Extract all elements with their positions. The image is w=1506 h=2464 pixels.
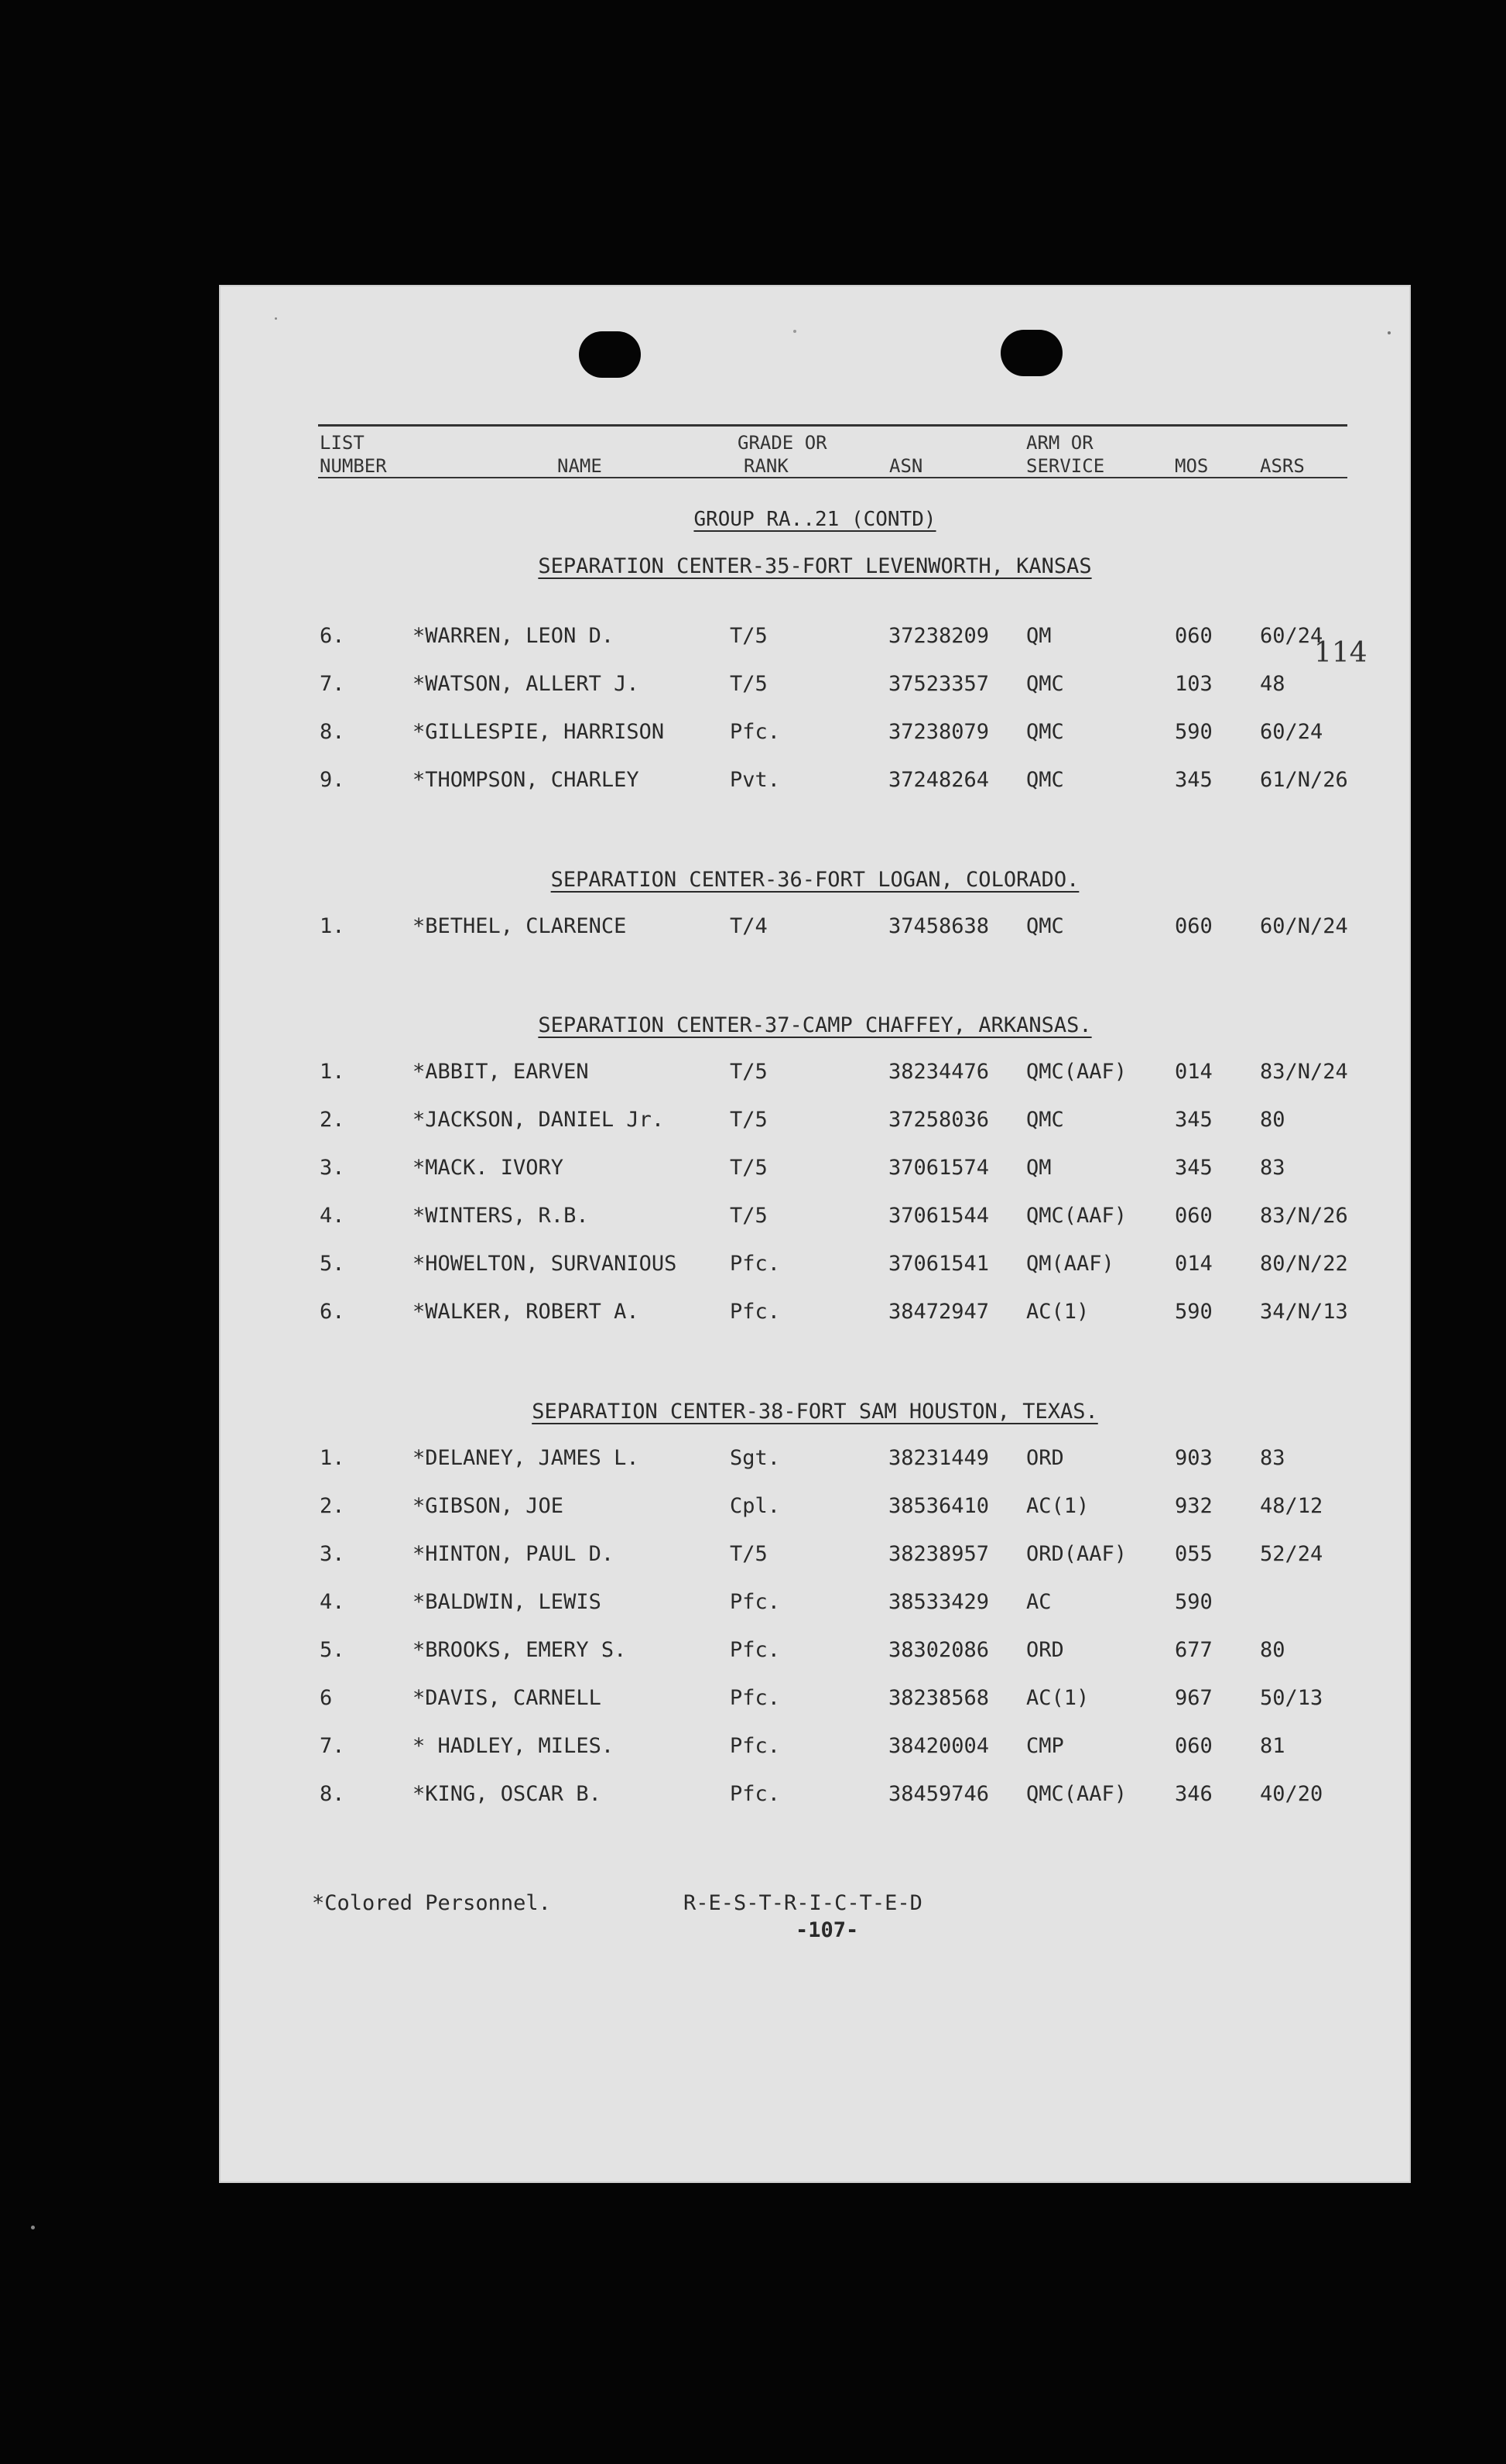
cell-rank: T/5 xyxy=(730,1542,768,1566)
cell-name: *GIBSON, JOE xyxy=(412,1494,564,1518)
table-row xyxy=(219,1592,1411,1623)
cell-name: *HINTON, PAUL D. xyxy=(412,1542,614,1566)
cell-name: * HADLEY, MILES. xyxy=(412,1734,614,1758)
header-grade-1: GRADE OR xyxy=(738,432,827,454)
cell-asrs: 52/24 xyxy=(1260,1542,1323,1566)
cell-list-number: 7. xyxy=(320,672,345,696)
cell-asn: 38459746 xyxy=(888,1782,990,1806)
table-row xyxy=(219,1448,1411,1479)
cell-asn: 37061541 xyxy=(888,1252,990,1276)
header-arm-2: SERVICE xyxy=(1026,455,1105,477)
cell-asrs: 80 xyxy=(1260,1638,1285,1662)
cell-arm: AC(1) xyxy=(1026,1686,1090,1710)
cell-rank: Pfc. xyxy=(730,720,781,744)
cell-rank: Pfc. xyxy=(730,1638,781,1662)
cell-asn: 38231449 xyxy=(888,1446,990,1470)
cell-asn: 37238209 xyxy=(888,624,990,648)
cell-asrs: 60/N/24 xyxy=(1260,914,1348,938)
cell-list-number: 8. xyxy=(320,1782,345,1806)
table-row xyxy=(219,1688,1411,1719)
cell-list-number: 2. xyxy=(320,1494,345,1518)
table-row xyxy=(219,1109,1411,1140)
table-row xyxy=(219,1205,1411,1236)
group-title: GROUP RA..21 (CONTD) xyxy=(693,508,936,531)
cell-arm: QMC xyxy=(1026,1108,1064,1132)
table-row xyxy=(219,1640,1411,1671)
cell-mos: 903 xyxy=(1175,1446,1213,1470)
header-asrs: ASRS xyxy=(1260,455,1305,477)
section-title: SEPARATION CENTER-37-CAMP CHAFFEY, ARKANSAS. xyxy=(538,1013,1092,1037)
cell-list-number: 4. xyxy=(320,1590,345,1614)
cell-asrs: 48 xyxy=(1260,672,1285,696)
cell-list-number: 1. xyxy=(320,1446,345,1470)
cell-mos: 590 xyxy=(1175,1300,1213,1324)
cell-arm: ORD xyxy=(1026,1638,1064,1662)
cell-asn: 37258036 xyxy=(888,1108,990,1132)
cell-name: *ABBIT, EARVEN xyxy=(412,1060,589,1084)
cell-mos: 060 xyxy=(1175,624,1213,648)
section-title: SEPARATION CENTER-35-FORT LEVENWORTH, KANSAS xyxy=(538,554,1092,578)
cell-mos: 590 xyxy=(1175,1590,1213,1614)
header-list-number-2: NUMBER xyxy=(320,455,387,477)
cell-name: *BROOKS, EMERY S. xyxy=(412,1638,627,1662)
cell-list-number: 2. xyxy=(320,1108,345,1132)
cell-asn: 37238079 xyxy=(888,720,990,744)
cell-list-number: 6 xyxy=(320,1686,333,1710)
footnote: *Colored Personnel. xyxy=(312,1891,551,1915)
cell-asrs: 34/N/13 xyxy=(1260,1300,1348,1324)
cell-asrs: 83 xyxy=(1260,1446,1285,1470)
cell-asrs: 60/24 xyxy=(1260,720,1323,744)
cell-asrs: 81 xyxy=(1260,1734,1285,1758)
header-mos: MOS xyxy=(1175,455,1209,477)
cell-arm: QMC(AAF) xyxy=(1026,1060,1128,1084)
cell-list-number: 7. xyxy=(320,1734,345,1758)
cell-asn: 38238568 xyxy=(888,1686,990,1710)
cell-name: *KING, OSCAR B. xyxy=(412,1782,601,1806)
cell-name: *BETHEL, CLARENCE xyxy=(412,914,627,938)
cell-mos: 345 xyxy=(1175,1156,1213,1180)
cell-list-number: 9. xyxy=(320,768,345,792)
cell-name: *JACKSON, DANIEL Jr. xyxy=(412,1108,665,1132)
cell-name: *BALDWIN, LEWIS xyxy=(412,1590,601,1614)
cell-asn: 38472947 xyxy=(888,1300,990,1324)
cell-mos: 967 xyxy=(1175,1686,1213,1710)
cell-list-number: 3. xyxy=(320,1542,345,1566)
cell-rank: T/5 xyxy=(730,1156,768,1180)
cell-asn: 38238957 xyxy=(888,1542,990,1566)
cell-asrs: 61/N/26 xyxy=(1260,768,1348,792)
table-row xyxy=(219,721,1411,752)
cell-mos: 345 xyxy=(1175,768,1213,792)
cell-arm: ORD xyxy=(1026,1446,1064,1470)
cell-asn: 37061544 xyxy=(888,1204,990,1228)
cell-asn: 37523357 xyxy=(888,672,990,696)
table-row xyxy=(219,625,1411,656)
cell-list-number: 8. xyxy=(320,720,345,744)
cell-name: *MACK. IVORY xyxy=(412,1156,564,1180)
table-row xyxy=(219,916,1411,947)
cell-rank: T/5 xyxy=(730,1060,768,1084)
margin-annotation: 114 xyxy=(1314,637,1367,669)
table-row xyxy=(219,1784,1411,1815)
header-arm-1: ARM OR xyxy=(1026,432,1094,454)
cell-asn: 38533429 xyxy=(888,1590,990,1614)
cell-name: *WALKER, ROBERT A. xyxy=(412,1300,639,1324)
classification-marking: R-E-S-T-R-I-C-T-E-D xyxy=(683,1891,922,1915)
speck xyxy=(793,330,796,333)
cell-arm: QMC xyxy=(1026,672,1064,696)
cell-arm: CMP xyxy=(1026,1734,1064,1758)
cell-mos: 346 xyxy=(1175,1782,1213,1806)
cell-rank: Pfc. xyxy=(730,1734,781,1758)
page-number: -107- xyxy=(796,1918,859,1942)
cell-rank: T/5 xyxy=(730,624,768,648)
cell-asn: 38420004 xyxy=(888,1734,990,1758)
cell-mos: 060 xyxy=(1175,914,1213,938)
cell-rank: Pfc. xyxy=(730,1590,781,1614)
cell-rank: Pfc. xyxy=(730,1782,781,1806)
cell-arm: QM xyxy=(1026,1156,1052,1180)
table-row xyxy=(219,1061,1411,1092)
cell-asrs: 60/24 xyxy=(1260,624,1323,648)
cell-list-number: 5. xyxy=(320,1252,345,1276)
header-bottom-rule xyxy=(318,477,1347,478)
cell-name: *DELANEY, JAMES L. xyxy=(412,1446,639,1470)
document-page xyxy=(219,285,1411,2183)
header-top-rule xyxy=(318,424,1347,427)
cell-mos: 060 xyxy=(1175,1204,1213,1228)
header-name: NAME xyxy=(557,455,602,477)
table-row xyxy=(219,673,1411,704)
cell-arm: QMC xyxy=(1026,914,1064,938)
cell-asrs: 40/20 xyxy=(1260,1782,1323,1806)
cell-rank: T/4 xyxy=(730,914,768,938)
cell-rank: T/5 xyxy=(730,1108,768,1132)
cell-arm: QM(AAF) xyxy=(1026,1252,1114,1276)
cell-rank: Pfc. xyxy=(730,1252,781,1276)
cell-arm: QMC(AAF) xyxy=(1026,1782,1128,1806)
cell-mos: 932 xyxy=(1175,1494,1213,1518)
section-title: SEPARATION CENTER-36-FORT LOGAN, COLORADO. xyxy=(550,868,1080,892)
speck xyxy=(275,317,277,320)
cell-list-number: 6. xyxy=(320,1300,345,1324)
cell-asrs: 83/N/26 xyxy=(1260,1204,1348,1228)
cell-name: *WARREN, LEON D. xyxy=(412,624,614,648)
cell-rank: Pvt. xyxy=(730,768,781,792)
cell-arm: AC(1) xyxy=(1026,1300,1090,1324)
cell-mos: 345 xyxy=(1175,1108,1213,1132)
cell-rank: Sgt. xyxy=(730,1446,781,1470)
cell-asrs: 50/13 xyxy=(1260,1686,1323,1710)
cell-mos: 677 xyxy=(1175,1638,1213,1662)
cell-asrs: 80 xyxy=(1260,1108,1285,1132)
cell-arm: ORD(AAF) xyxy=(1026,1542,1128,1566)
cell-mos: 590 xyxy=(1175,720,1213,744)
cell-asn: 37061574 xyxy=(888,1156,990,1180)
cell-arm: AC(1) xyxy=(1026,1494,1090,1518)
cell-asrs: 83/N/24 xyxy=(1260,1060,1348,1084)
cell-asn: 37458638 xyxy=(888,914,990,938)
table-row xyxy=(219,1736,1411,1767)
table-row xyxy=(219,1496,1411,1527)
cell-name: *THOMPSON, CHARLEY xyxy=(412,768,639,792)
table-row xyxy=(219,1157,1411,1188)
cell-name: *DAVIS, CARNELL xyxy=(412,1686,601,1710)
punch-hole-right xyxy=(1001,330,1063,376)
cell-list-number: 5. xyxy=(320,1638,345,1662)
cell-list-number: 6. xyxy=(320,624,345,648)
cell-list-number: 1. xyxy=(320,1060,345,1084)
cell-asn: 37248264 xyxy=(888,768,990,792)
header-list-number-1: LIST xyxy=(320,432,365,454)
cell-name: *WATSON, ALLERT J. xyxy=(412,672,639,696)
cell-asrs: 80/N/22 xyxy=(1260,1252,1348,1276)
cell-asn: 38536410 xyxy=(888,1494,990,1518)
cell-rank: Pfc. xyxy=(730,1686,781,1710)
table-row xyxy=(219,769,1411,800)
cell-asrs: 83 xyxy=(1260,1156,1285,1180)
speck xyxy=(31,2226,35,2229)
cell-arm: QMC xyxy=(1026,720,1064,744)
cell-name: *WINTERS, R.B. xyxy=(412,1204,589,1228)
cell-name: *HOWELTON, SURVANIOUS xyxy=(412,1252,677,1276)
cell-list-number: 3. xyxy=(320,1156,345,1180)
cell-mos: 014 xyxy=(1175,1060,1213,1084)
cell-mos: 103 xyxy=(1175,672,1213,696)
cell-rank: T/5 xyxy=(730,1204,768,1228)
section-title: SEPARATION CENTER-38-FORT SAM HOUSTON, TEXAS. xyxy=(532,1400,1098,1424)
cell-mos: 055 xyxy=(1175,1542,1213,1566)
cell-asn: 38302086 xyxy=(888,1638,990,1662)
cell-asrs: 48/12 xyxy=(1260,1494,1323,1518)
table-row xyxy=(219,1253,1411,1284)
cell-list-number: 1. xyxy=(320,914,345,938)
table-row xyxy=(219,1544,1411,1575)
cell-name: *GILLESPIE, HARRISON xyxy=(412,720,665,744)
cell-mos: 060 xyxy=(1175,1734,1213,1758)
cell-arm: AC xyxy=(1026,1590,1052,1614)
speck xyxy=(1388,331,1391,334)
cell-arm: QMC xyxy=(1026,768,1064,792)
table-row xyxy=(219,1301,1411,1332)
cell-mos: 014 xyxy=(1175,1252,1213,1276)
cell-rank: Cpl. xyxy=(730,1494,781,1518)
cell-rank: Pfc. xyxy=(730,1300,781,1324)
cell-arm: QM xyxy=(1026,624,1052,648)
cell-list-number: 4. xyxy=(320,1204,345,1228)
cell-rank: T/5 xyxy=(730,672,768,696)
cell-asn: 38234476 xyxy=(888,1060,990,1084)
punch-hole-left xyxy=(579,331,641,378)
header-grade-2: RANK xyxy=(744,455,789,477)
header-asn: ASN xyxy=(889,455,923,477)
cell-arm: QMC(AAF) xyxy=(1026,1204,1128,1228)
